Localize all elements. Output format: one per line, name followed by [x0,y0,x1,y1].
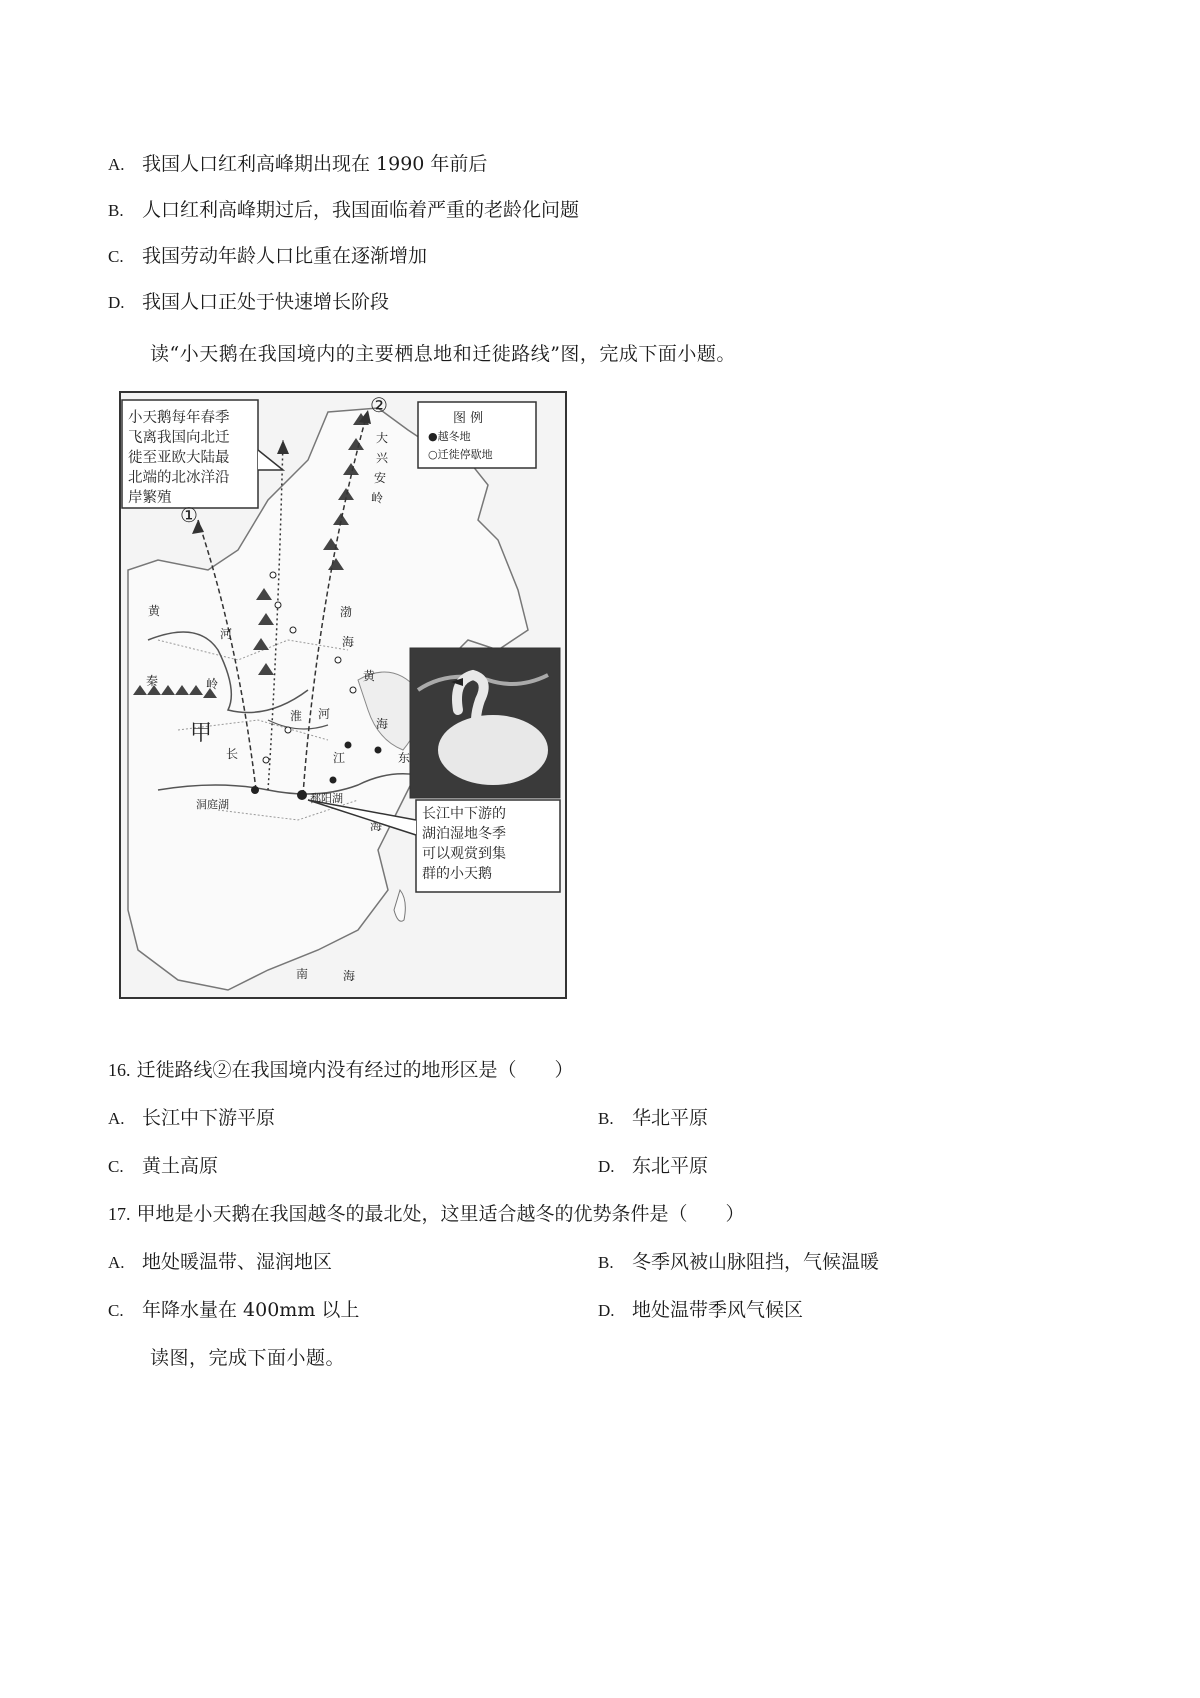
daxing-char-3: 安 [374,471,387,485]
winter-site-3 [330,777,337,784]
place-jia-label: 甲 [190,721,213,746]
swan-migration-map [118,390,568,1000]
huaihe-char-2: 河 [318,707,331,721]
dongting-lake-label: 洞庭湖 [196,798,229,811]
q17-option-a: A. 地处暖温带、湿润地区 [108,1251,333,1273]
q17-stem: 17. 甲地是小天鹅在我国越冬的最北处，这里适合越冬的优势条件是（ ） [108,1203,745,1225]
stopover-6 [285,727,291,733]
huaihe-char-1: 淮 [290,709,303,723]
q16-option-a: A. 长江中下游平原 [108,1107,276,1129]
qinling-char-1: 秦 [146,674,159,688]
qinling-char-2: 岭 [206,677,219,691]
callout-north-line-3: 徙至亚欧大陆最 [128,450,230,466]
winter-site-5 [345,742,352,749]
huanghe-char-1: 黄 [148,604,161,618]
winter-site-dongting [251,786,259,794]
legend-winter: ●越冬地 [428,430,471,443]
bohai-char-2: 海 [342,635,355,649]
huanghe-char-2: 河 [220,627,233,641]
stopover-4 [335,657,341,663]
prev-option-d: D. 我国人口正处于快速增长阶段 [108,291,390,313]
stopover-2 [275,602,281,608]
changjiang-char-1: 长 [226,747,239,761]
callout-south-line-3: 可以观赏到集 [422,846,506,862]
huanghai-char-1: 黄 [363,669,376,683]
donghai-char-2: 海 [370,819,383,833]
callout-south-line-1: 长江中下游的 [422,806,506,822]
intro-paragraph-2: 读图，完成下面小题。 [150,1347,346,1369]
donghai-char-1: 东 [398,751,411,765]
legend-title: 图 例 [453,411,484,426]
stopover-7 [263,757,269,763]
daxing-char-1: 大 [376,431,389,445]
swan-body [438,715,548,785]
prev-option-b: B. 人口红利高峰期过后，我国面临着严重的老龄化问题 [108,199,580,221]
stopover-1 [270,572,276,578]
callout-north-line-1: 小天鹅每年春季 [128,410,230,426]
daxing-char-4: 岭 [371,491,384,505]
q16-option-b: B. 华北平原 [598,1107,709,1129]
prev-option-a: A. 我国人口红利高峰期出现在 1990 年前后 [108,153,488,175]
q17-option-c: C. 年降水量在 400mm 以上 [108,1299,360,1321]
q16-stem: 16. 迁徙路线②在我国境内没有经过的地形区是（ ） [108,1059,574,1081]
changjiang-char-2: 江 [333,751,346,765]
q17-option-b: B. 冬季风被山脉阻挡，气候温暖 [598,1251,880,1273]
nanhai-char-2: 海 [343,969,356,983]
prev-option-c: C. 我国劳动年龄人口比重在逐渐增加 [108,245,428,267]
route-1-label: ① [180,503,198,527]
q17-option-d: D. 地处温带季风气候区 [598,1299,804,1321]
stopover-3 [290,627,296,633]
stopover-5 [350,687,356,693]
callout-north-line-2: 飞离我国向北迁 [128,430,230,446]
daxing-char-2: 兴 [376,451,389,465]
q16-option-d: D. 东北平原 [598,1155,709,1177]
winter-site-4 [375,747,382,754]
intro-paragraph-1: 读“小天鹅在我国境内的主要栖息地和迁徙路线”图，完成下面小题。 [150,343,736,365]
callout-south-line-2: 湖泊湿地冬季 [422,826,506,842]
winter-site-poyang [297,790,307,800]
nanhai-char-1: 南 [296,967,309,981]
q16-option-c: C. 黄土高原 [108,1155,219,1177]
callout-north-line-4: 北端的北冰洋沿 [128,470,230,486]
huanghai-char-2: 海 [376,717,389,731]
legend-stopover: ○迁徙停歇地 [428,448,493,461]
route-2-label: ② [370,393,388,417]
callout-south-line-4: 群的小天鹅 [422,866,492,882]
callout-north-line-5: 岸繁殖 [128,490,172,506]
poyang-lake-label: 鄱阳湖 [310,792,343,805]
bohai-char-1: 渤 [340,605,353,619]
